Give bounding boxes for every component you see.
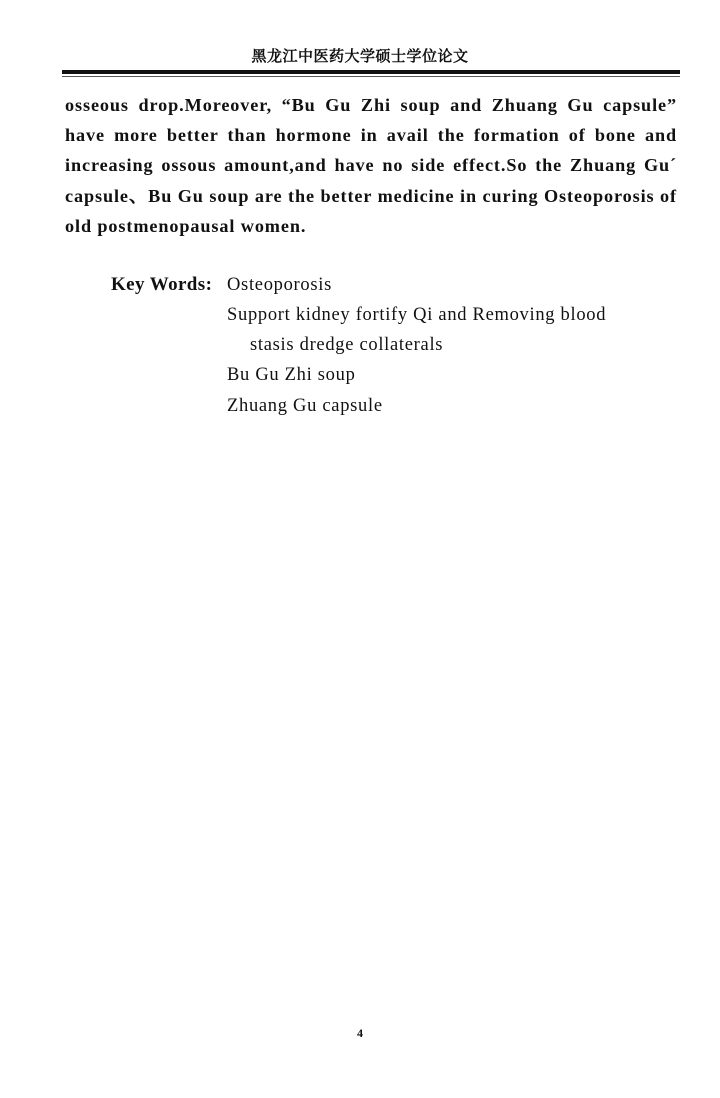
abstract-paragraph: osseous drop.Moreover, “Bu Gu Zhi soup and Zhuang Gu capsule” have more better than hormone in avail the formation of bone and increasing ossous amount,and have no side effect.So the Zhuang Gu´ capsule、Bu Gu soup are the better medicine in curing Osteoporosis of old postmenopausal women. (65, 95, 677, 236)
keyword-osteoporosis: Osteoporosis (227, 275, 333, 295)
keyword-support-kidney-continued: stasis dredge collaterals (250, 335, 444, 355)
keyword-bu-gu-zhi-soup: Bu Gu Zhi soup (227, 365, 356, 385)
page-number: 4 (357, 1026, 363, 1040)
running-header-title: 黑龙江中医药大学硕士学位论文 (251, 49, 469, 65)
keyword-support-kidney: Support kidney fortify Qi and Removing blood (227, 305, 607, 325)
header-rule-thin (62, 76, 680, 77)
keyword-zhuang-gu-capsule: Zhuang Gu capsule (227, 396, 383, 416)
keywords-label: Key Words: (111, 274, 213, 295)
header-rule-thick (62, 70, 680, 74)
